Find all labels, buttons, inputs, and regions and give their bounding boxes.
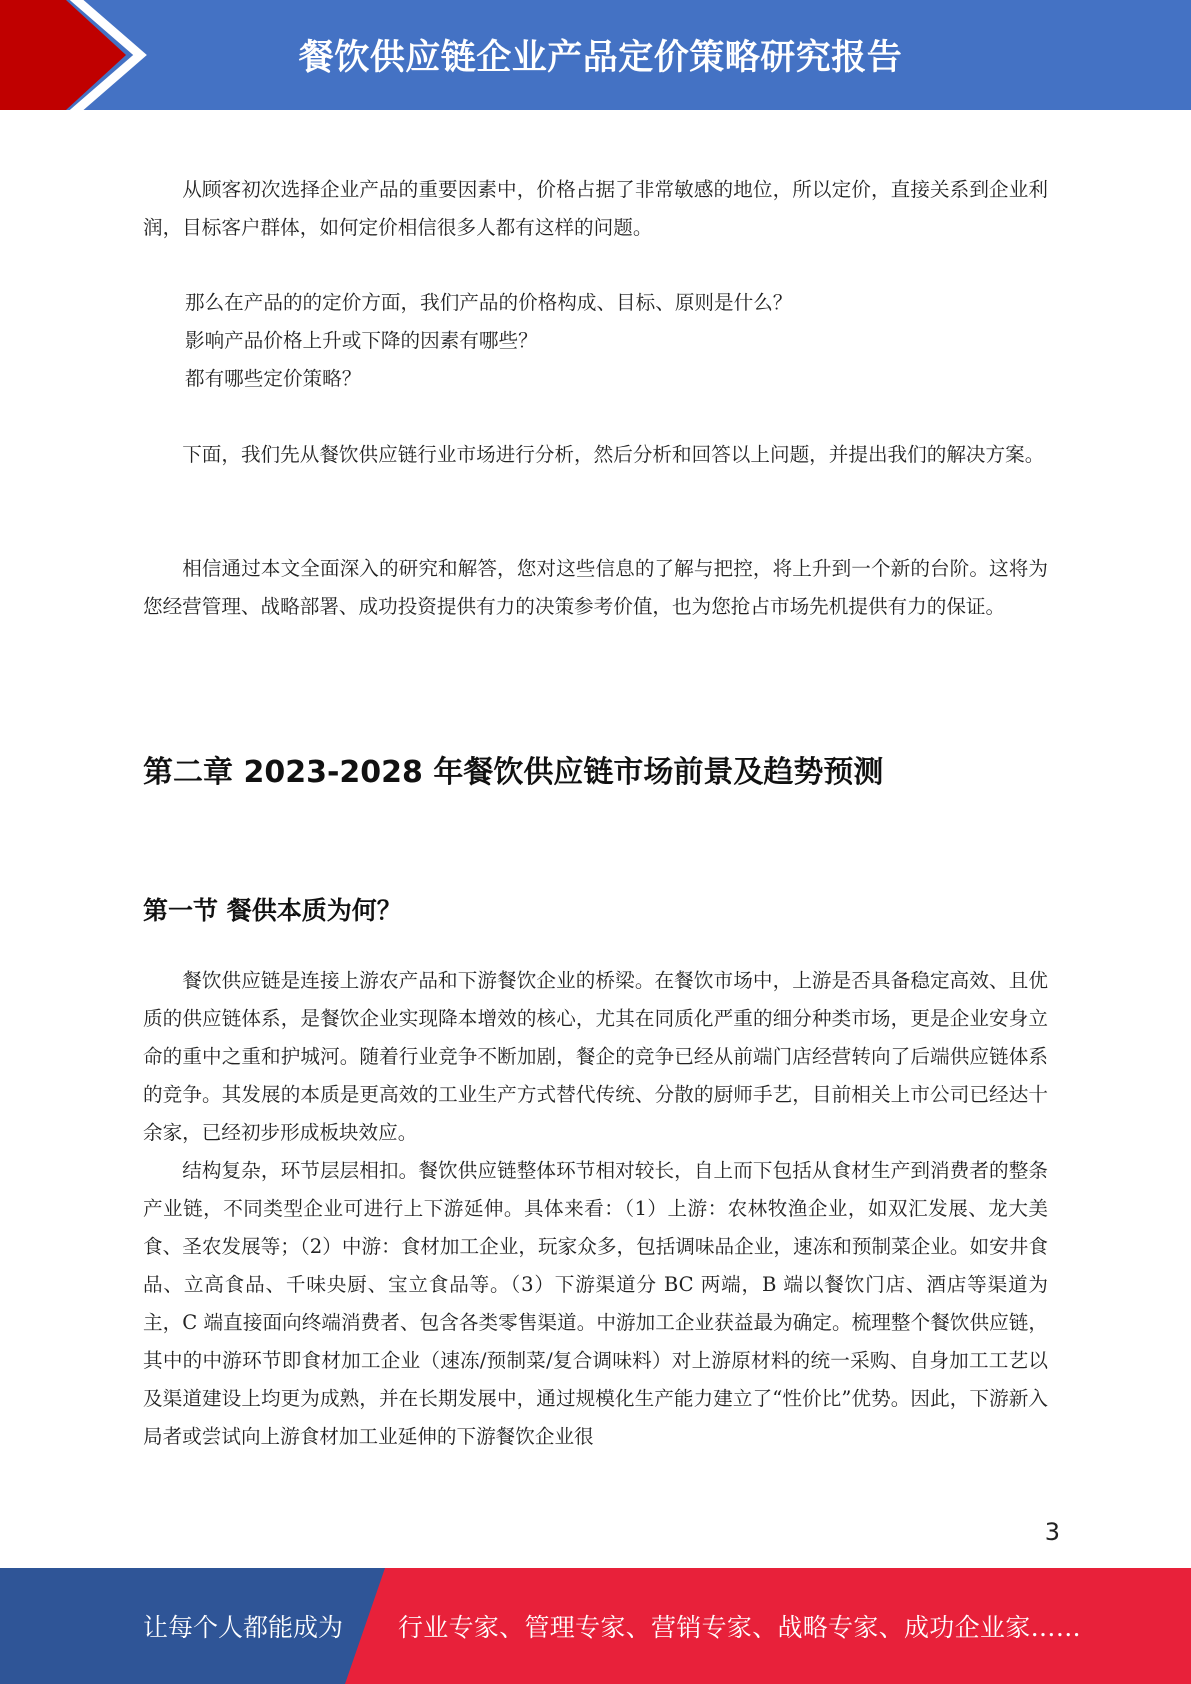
section-heading: 第一节 餐供本质为何？ (143, 896, 402, 925)
page-footer (0, 1568, 1191, 1684)
page-number: 3 (1044, 1518, 1060, 1546)
section-paragraph-1: 餐饮供应链是连接上游农产品和下游餐饮企业的桥梁。在餐饮市场中，上游是否具备稳定高效、且优质的供应链体系，是餐饮企业实现降本增效的核心，尤其在同质化严重的细分种类市场，更是企业安身立命的重中之重和护城河。随着行业竞争不断加剧，餐企的竞争已经从前端门店经营转向了后端供应链体系的竞争。其发展的本质是更高效的工业生产方式替代传统、分散的厨师手艺，目前相关上市公司已经达十余家，已经初步形成板块效应。 (143, 969, 1048, 1144)
footer-slogan-right: 行业专家、管理专家、营销专家、战略专家、成功企业家…… (398, 1613, 1082, 1642)
report-title: 餐饮供应链企业产品定价策略研究报告 (298, 38, 903, 78)
footer-slogan-left: 让每个人都能成为 (143, 1613, 344, 1642)
intro-question-2: 影响产品价格上升或下降的因素有哪些？ (185, 329, 538, 352)
intro-question-1: 那么在产品的的定价方面，我们产品的价格构成、目标、原则是什么？ (185, 291, 793, 314)
page-header (0, 0, 1191, 110)
section-paragraph-2: 结构复杂，环节层层相扣。餐饮供应链整体环节相对较长，自上而下包括从食材生产到消费者的整条产业链，不同类型企业可进行上下游延伸。具体来看：（1）上游：农林牧渔企业，如双汇发展、龙大美食、圣农发展等；（2）中游：食材加工企业，玩家众多，包括调味品企业，速冻和预制菜企业。如安井食品、立高食品、千味央厨、宝立食品等。（3）下游渠道分 BC 两端，B 端以餐饮门店、酒店等渠道为主，C 端直接面向终端消费者、包含各类零售渠道。中游加工企业获益最为确定。梳理整个餐饮供应链，其中的中游环节即食材加工企业（速冻/预制菜/复合调味料）对上游原材料的统一采购、自身加工工艺以及渠道建设上均更为成熟，并在长期发展中，通过规模化生产能力建立了“性价比”优势。因此，下游新入局者或尝试向上游食材加工业延伸的下游餐饮企业很 (143, 1159, 1049, 1448)
intro-paragraph-3: 相信通过本文全面深入的研究和解答，您对这些信息的了解与把控，将上升到一个新的台阶。这将为您经营管理、战略部署、成功投资提供有力的决策参考价值，也为您抢占市场先机提供有力的保证。 (143, 557, 1048, 618)
intro-paragraph-1: 从顾客初次选择企业产品的重要因素中，价格占据了非常敏感的地位，所以定价，直接关系到企业利润，目标客户群体，如何定价相信很多人都有这样的问题。 (143, 178, 1048, 239)
intro-question-3: 都有哪些定价策略？ (185, 367, 362, 390)
intro-paragraph-2: 下面，我们先从餐饮供应链行业市场进行分析，然后分析和回答以上问题，并提出我们的解决方案。 (182, 443, 1045, 466)
chapter-heading: 第二章 2023-2028 年餐饮供应链市场前景及趋势预测 (143, 755, 884, 790)
